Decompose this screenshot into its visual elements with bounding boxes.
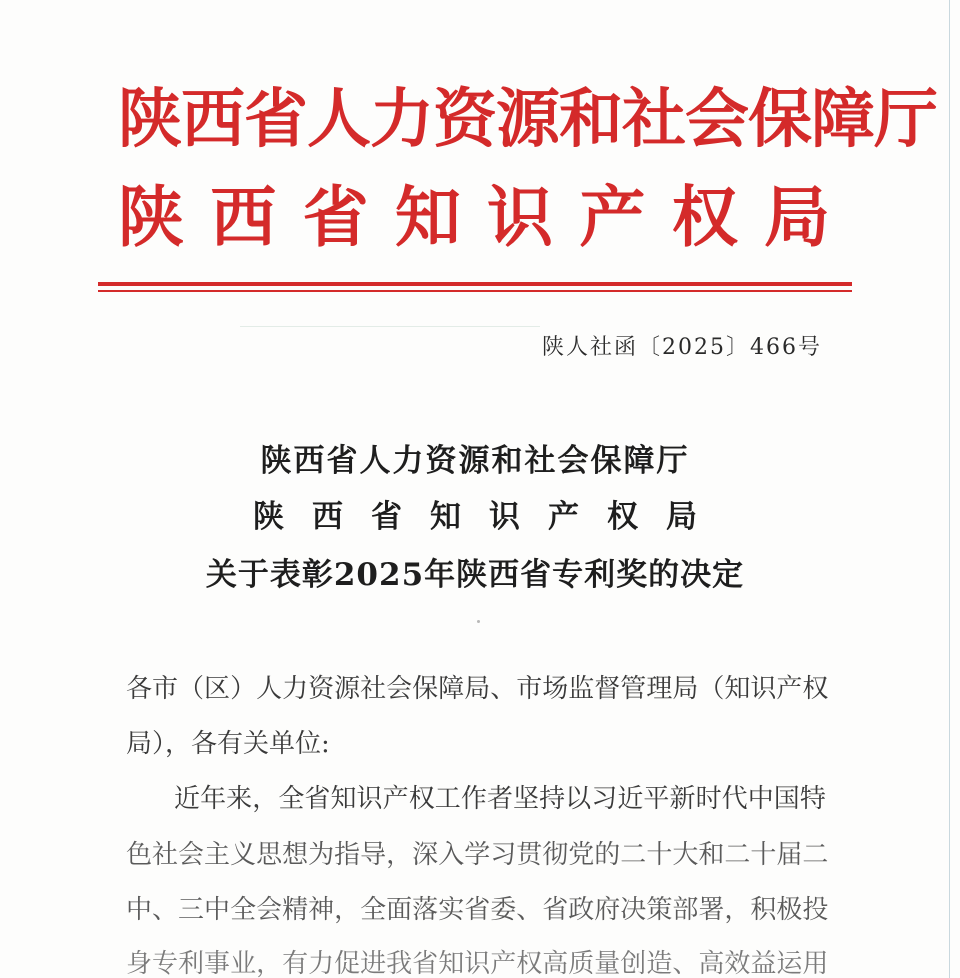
body-line: 近 年 来 ， 全 省 知 识 产 权 工 作 者 坚 持 以 习 近 平 新 时 代 中 国 特 bbox=[174, 784, 826, 814]
body-line: 中 、 三 中 全 会 精 神 ， 全 面 落 实 省 委 、 省 政 府 决 策 部 署 ， 积 极 投 bbox=[126, 895, 829, 925]
document-number: 陕人社函〔2025〕466号 bbox=[542, 335, 822, 360]
red-header-rule-thin bbox=[98, 290, 852, 292]
page-edge-line bbox=[949, 0, 950, 978]
body-line: 局），各有关单位: bbox=[126, 729, 330, 759]
header-title-char: 西 bbox=[210, 178, 277, 256]
red-header-rule-thick bbox=[98, 282, 852, 286]
header-title-char: 局 bbox=[763, 178, 830, 256]
header-title-line1: 陕西省人力资源和社会保障厅 bbox=[118, 82, 937, 157]
faint-divider bbox=[240, 326, 540, 327]
header-title-char: 省 bbox=[302, 178, 369, 256]
header-title-char: 识 bbox=[487, 178, 554, 256]
header-title-char: 权 bbox=[671, 178, 738, 256]
body-line: 色 社 会 主 义 思 想 为 指 导 ， 深 入 学 习 贯 彻 党 的 二 十 大 和 二 十 届 二 bbox=[126, 840, 829, 870]
header-title-char: 知 bbox=[394, 178, 461, 256]
header-title-char: 产 bbox=[579, 178, 646, 256]
header-title-char: 陕 bbox=[118, 178, 184, 256]
scan-dot-mark bbox=[477, 620, 480, 623]
header-title-line2 bbox=[118, 178, 830, 256]
document-title-line1: 陕西省人力资源和社会保障厅 bbox=[260, 443, 690, 479]
document-title-line2: 陕西省知识产权局 bbox=[253, 499, 725, 535]
body-line: 各 市 （ 区 ） 人 力 资 源 社 会 保 障 局 、 市 场 监 督 管 理 局 （ 知 识 产 权 bbox=[126, 674, 829, 704]
document-title-line3: 关于表彰2025年陕西省专利奖的决定 bbox=[205, 557, 745, 593]
body-line: 身 专 利 事 业 ， 有 力 促 进 我 省 知 识 产 权 高 质 量 创 造 、 高 效 益 运 用 bbox=[126, 949, 829, 978]
